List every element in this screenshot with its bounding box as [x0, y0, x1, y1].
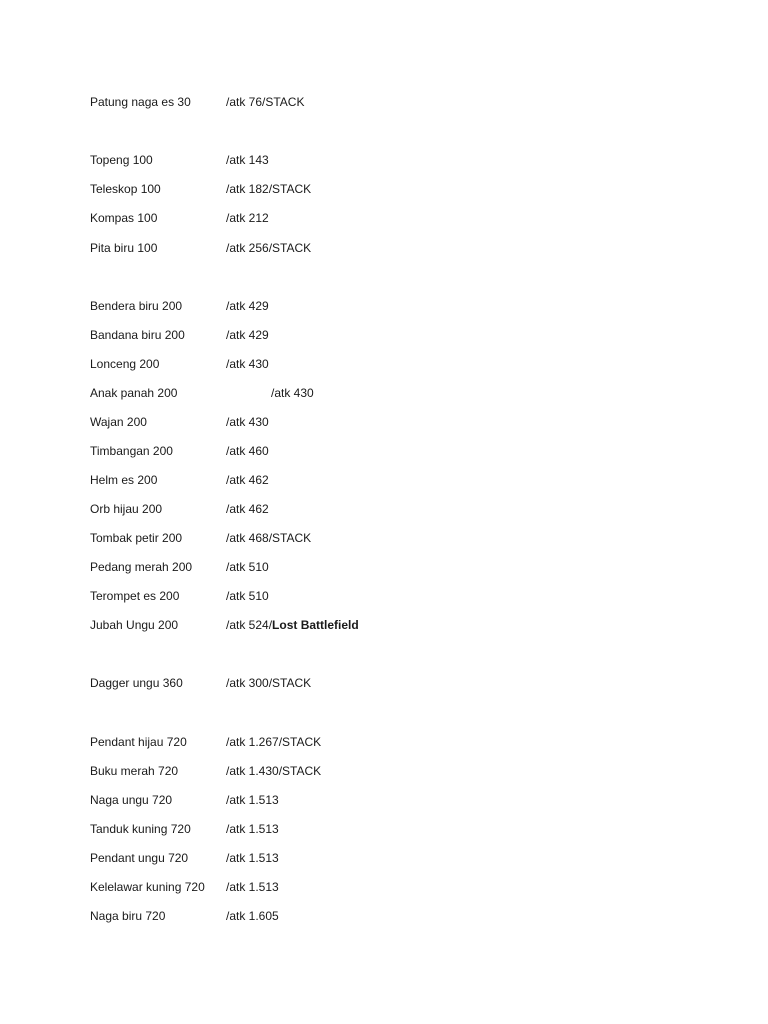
item-atk: /atk 1.430/STACK [226, 764, 322, 778]
item-atk: /atk 462 [226, 502, 269, 516]
item-name: Teleskop 100 [90, 182, 161, 196]
item-name: Topeng 100 [90, 153, 153, 167]
item-name: Kelelawar kuning 720 [90, 880, 205, 894]
item-name: Jubah Ungu 200 [90, 618, 179, 632]
item-name: Lonceng 200 [90, 357, 160, 371]
item-name: Pendant hijau 720 [90, 735, 187, 749]
item-atk: /atk 462 [226, 473, 269, 487]
item-name: Bandana biru 200 [90, 328, 185, 342]
item-name: Wajan 200 [90, 415, 147, 429]
item-atk: /atk 510 [226, 560, 269, 574]
item-atk: /atk 468/STACK [226, 531, 312, 545]
item-atk: /atk 1.513 [226, 822, 279, 836]
item-name: Anak panah 200 [90, 386, 178, 400]
item-atk-value: /atk 524/ [226, 618, 273, 632]
item-name: Dagger ungu 360 [90, 676, 183, 690]
item-name: Tombak petir 200 [90, 531, 183, 545]
item-name: Naga ungu 720 [90, 793, 173, 807]
item-name: Naga biru 720 [90, 909, 166, 923]
item-atk: /atk 430 [271, 386, 314, 400]
item-atk: /atk 1.513 [226, 880, 279, 894]
item-atk [226, 615, 359, 635]
item-name: Pendant ungu 720 [90, 851, 189, 865]
item-atk: /atk 460 [226, 444, 269, 458]
item-name: Tanduk kuning 720 [90, 822, 191, 836]
item-atk: /atk 182/STACK [226, 182, 312, 196]
item-name: Pedang merah 200 [90, 560, 193, 574]
item-atk: /atk 429 [226, 299, 269, 313]
item-name: Terompet es 200 [90, 589, 180, 603]
item-name: Bendera biru 200 [90, 299, 183, 313]
item-atk: /atk 300/STACK [226, 676, 312, 690]
item-name: Pita biru 100 [90, 241, 158, 255]
item-atk: /atk 510 [226, 589, 269, 603]
item-atk: /atk 429 [226, 328, 269, 342]
item-atk: /atk 1.513 [226, 851, 279, 865]
item-atk: /atk 143 [226, 153, 269, 167]
item-name: Kompas 100 [90, 211, 158, 225]
item-name: Buku merah 720 [90, 764, 179, 778]
item-name: Helm es 200 [90, 473, 158, 487]
item-name: Orb hijau 200 [90, 502, 163, 516]
item-atk: /atk 1.605 [226, 909, 279, 923]
item-atk: /atk 1.267/STACK [226, 735, 322, 749]
item-atk: /atk 430 [226, 357, 269, 371]
item-atk: /atk 430 [226, 415, 269, 429]
item-atk: /atk 256/STACK [226, 241, 312, 255]
item-atk-location: Lost Battlefield [272, 618, 359, 632]
item-atk: /atk 1.513 [226, 793, 279, 807]
item-atk: /atk 212 [226, 211, 269, 225]
item-atk: /atk 76/STACK [226, 95, 305, 109]
item-name: Patung naga es 30 [90, 95, 191, 109]
item-name: Timbangan 200 [90, 444, 173, 458]
